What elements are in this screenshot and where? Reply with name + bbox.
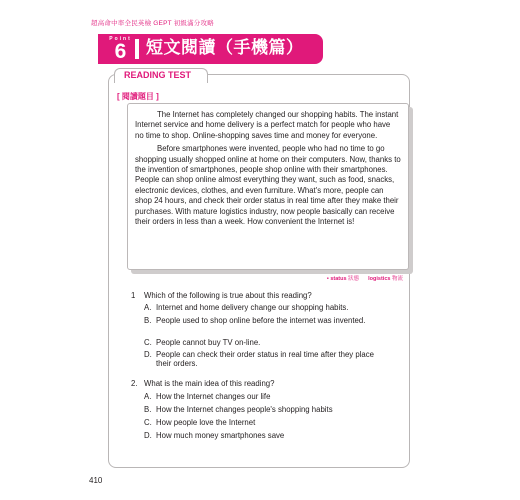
page-number: 410 xyxy=(89,476,103,485)
option-letter: A. xyxy=(144,303,152,312)
passage-section-label: [ 閱讀題目 ] xyxy=(117,92,159,101)
vocab-meaning: 物流 xyxy=(391,276,403,282)
reading-tab-label: READING TEST xyxy=(124,70,192,80)
option-text: How the Internet changes our life xyxy=(156,392,271,401)
option-letter: D. xyxy=(144,350,152,359)
option-letter: B. xyxy=(144,316,152,325)
book-header: 超高命中率全民英檢 GEPT 初級滿分攻略 xyxy=(91,20,214,27)
passage-paragraph: The Internet has completely changed our shopping habits. The instant Internet service and home delivery is a perfect match for people who have no time to shop. Online-shopping saves time and money for everyone. xyxy=(135,110,399,140)
option-letter: C. xyxy=(144,338,152,347)
banner-divider xyxy=(135,39,139,59)
question-text: Which of the following is true about this reading? xyxy=(144,291,312,300)
question-number: 1 xyxy=(131,291,136,300)
option-text: People can check their order status in real time after they place their orders. xyxy=(156,350,374,369)
point-number: 6 xyxy=(114,40,127,63)
option-letter: C. xyxy=(144,418,152,427)
vocab-meaning: 狀態 xyxy=(348,276,360,282)
option-text: People used to shop online before the internet was invented. xyxy=(156,316,366,325)
question-number: 2. xyxy=(131,379,138,388)
option-letter: A. xyxy=(144,392,152,401)
passage-box xyxy=(127,103,409,270)
section-title: 短文閱讀（手機篇） xyxy=(146,38,304,57)
point-word: Point xyxy=(109,36,132,42)
passage-paragraph: Before smartphones were invented, people who had no time to go shopping usually shopped online at home on their computers. Now, thanks to the invention of smartphones, people shop online with their smartphones. People can shop online almost everything they want, such as food, snacks, electronic devices, clothes, and even furniture. What's more, people can shop 24 hours, and check their order status in real time after they make their purchases. With mature logistics industry, now people basically can receive their orders in less than a week. How convenient the Internet is! xyxy=(135,144,401,227)
option-letter: B. xyxy=(144,405,152,414)
vocab-term: logistics xyxy=(368,276,391,282)
option-text: People cannot buy TV on-line. xyxy=(156,338,261,347)
question-text: What is the main idea of this reading? xyxy=(144,379,275,388)
vocab-term: • status xyxy=(326,276,347,282)
option-letter: D. xyxy=(144,431,152,440)
option-text: How people love the Internet xyxy=(156,418,256,427)
point-badge xyxy=(104,34,137,64)
vocabulary-note xyxy=(327,274,403,282)
option-text: How much money smartphones save xyxy=(156,431,285,440)
option-text: How the Internet changes people's shopping habits xyxy=(156,405,333,414)
option-text: Internet and home delivery change our shopping habits. xyxy=(156,303,349,312)
